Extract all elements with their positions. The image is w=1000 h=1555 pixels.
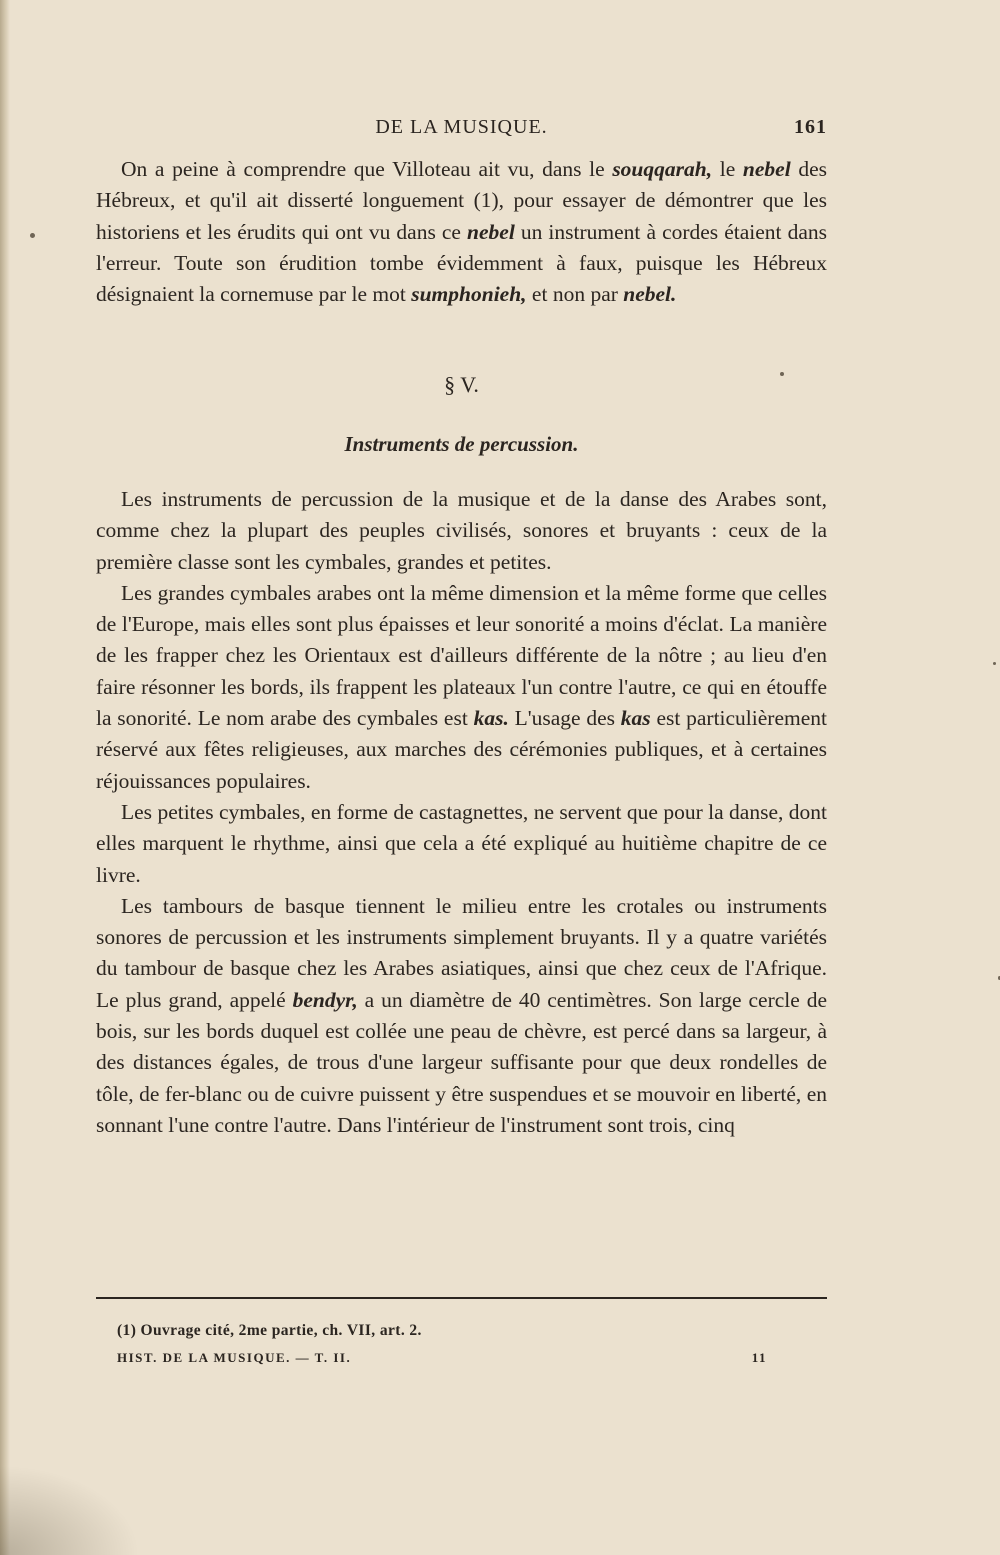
paragraph-text: On a peine à comprendre que Villoteau ait vu, dans le — [121, 157, 613, 181]
paragraph-text: et non par — [526, 282, 624, 307]
page-edge-shadow — [0, 0, 10, 1555]
paragraph-text: L'usage des — [508, 706, 621, 731]
italic-term: nebel — [742, 157, 791, 181]
page-number: 161 — [794, 116, 827, 138]
section-title: Instruments de percussion. — [344, 432, 579, 456]
italic-term: souqqarah, — [612, 157, 713, 181]
signature-left: HIST. DE LA MUSIQUE. — T. II. — [117, 1350, 352, 1365]
italic-term: kas. — [473, 706, 509, 731]
italic-term: bendyr, — [292, 987, 358, 1012]
ink-speck — [30, 233, 35, 238]
ink-speck — [780, 372, 784, 376]
paragraph-text: Les instruments de percussion de la musique et de la danse des Arabes sont, comme chez la plupart des peuples civilisés, sonores et bruyants : ceux de la première classe sont les cymbales, grandes et petites. — [96, 487, 827, 574]
paragraph — [96, 484, 827, 578]
paragraph-text: est particulièrement réservé aux fêtes religieuses, aux marches des cérémonies publiques, et à certaines réjouissances populaires. — [96, 706, 827, 793]
body-text-main — [96, 484, 827, 1141]
paragraph-text: Les grandes cymbales arabes ont la même dimension et la même forme que celles de l'Europe, mais elles sont plus épaisses et leur sonorité a moins d'éclat. La manière de les frapper chez les Orientaux est d'ailleurs différente de la nôtre ; au lieu d'en faire résonner les bords, ils frappent les plateaux l'un contre l'autre, ce qui en étouffe la sonorité. Le nom arabe des cymbales est — [96, 580, 827, 731]
italic-term: nebel. — [623, 282, 677, 307]
body-text-top — [96, 154, 827, 310]
footnote-rule — [96, 1297, 827, 1299]
paragraph — [96, 578, 827, 797]
paragraph-text: Les tambours de basque tiennent le milieu entre les crotales ou instruments sonores de percussion et les instruments simplement bruyants. Il y a quatre variétés du tambour de basque chez les Arabes asiatiques, ainsi que chez ceux de l'Afrique. Le plus grand, appelé — [96, 893, 827, 1012]
paragraph-text: des Hébreux, et qu'il ait disserté longuement (1), pour essayer de démontrer que les historiens et les érudits qui ont vu dans ce — [96, 157, 827, 244]
section-mark: § V. — [444, 372, 479, 397]
running-head-title: DE LA MUSIQUE. — [375, 116, 548, 138]
running-head — [96, 116, 827, 142]
italic-term: kas — [620, 706, 651, 731]
italic-term: sumphonieh, — [411, 282, 527, 307]
paragraph — [96, 891, 827, 1141]
italic-term: nebel — [467, 219, 515, 244]
paragraph-text: le — [712, 157, 743, 181]
paragraph — [96, 797, 827, 891]
paragraph-text: a un diamètre de 40 centimètres. Son large cercle de bois, sur les bords duquel est collée une peau de chèvre, est percé dans sa largeur, à des distances égales, de trous d'une largeur suffisante pour que deux rondelles de tôle, de fer-blanc ou de cuivre puissent y être suspendues et se mouvoir en liberté, en sonnant l'une contre l'autre. Dans l'intérieur de l'instrument sont trois, cinq — [96, 987, 827, 1137]
paragraph-text: un instrument à cordes étaient dans l'erreur. Toute son érudition tombe évidemment à faux, puisque les Hébreux désignaient la cornemuse par le mot — [96, 219, 828, 307]
paragraph — [96, 154, 827, 310]
ink-speck — [993, 662, 996, 665]
footnote: (1) Ouvrage cité, 2me partie, ch. VII, art. 2. — [117, 1322, 422, 1339]
paragraph-text: Les petites cymbales, en forme de castagnettes, ne servent que pour la danse, dont elles marquent le rhythme, ainsi que cela a été expliqué au huitième chapitre de ce livre. — [96, 799, 827, 887]
signature-line — [117, 1350, 767, 1366]
signature-right: 11 — [751, 1350, 767, 1365]
page-corner-shadow — [0, 1465, 140, 1555]
